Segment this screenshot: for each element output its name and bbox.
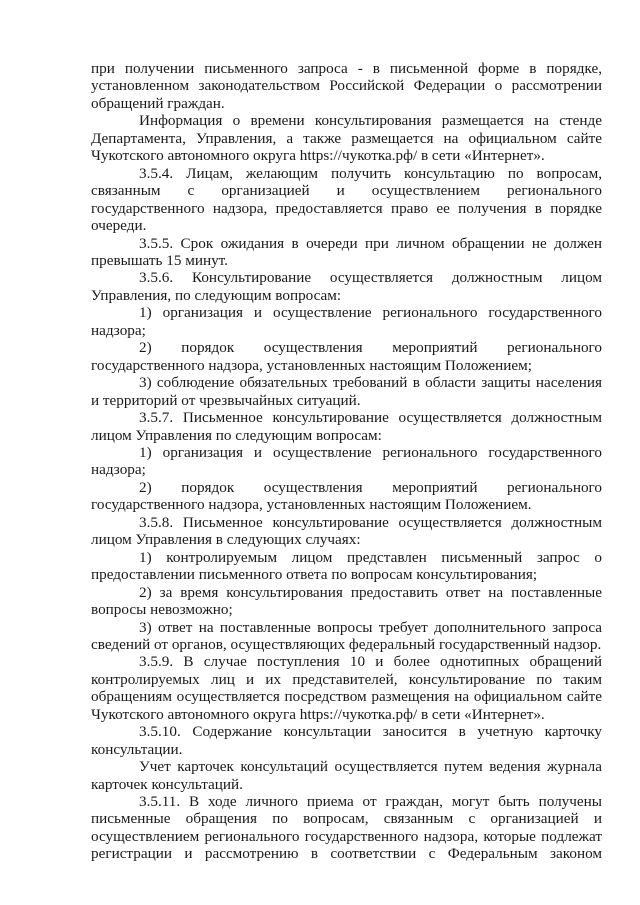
paragraph-14: 2) за время консультирования предоставить ответ на поставленные вопросы невозможно; — [91, 583, 602, 619]
paragraph-15: 3) ответ на поставленные вопросы требует дополнительного запроса сведений от органов, осуществляющих федеральный государственный надзор. — [91, 618, 602, 653]
paragraph-9: 3.5.7. Письменное консультирование осуществляется должностным лицом Управления по следующим вопросам: — [91, 409, 602, 444]
paragraph-19: 3.5.11. В ходе личного приема от граждан, могут быть получены письменные обращения по вопросам, связанным с организацией и осуществлением регионального государственного надзора, которые подлежат регистрации и рассмотрению в соответствии с Федеральным законом — [91, 793, 602, 863]
paragraph-10: 1) организация и осуществление регионального государственного надзора; — [91, 443, 602, 479]
paragraph-5: 3.5.6. Консультирование осуществляется должностным лицом Управления, по следующим вопросам: — [91, 269, 602, 304]
paragraph-3: 3.5.4. Лицам, желающим получить консультацию по вопросам, связанным с организацией и осуществлением регионального государственного надзора, предоставляется право ее получения в порядке очереди. — [91, 164, 602, 235]
paragraph-1: при получении письменного запроса - в письменной форме в порядке, установленном законодательством Российской Федерации о рассмотрении обращений граждан. — [91, 60, 602, 112]
paragraph-2: Информация о времени консультирования размещается на стенде Департамента, Управления, а также размещается на официальном сайте Чукотского автономного округа https://чукотка.рф/ в сети «Интернет». — [91, 112, 602, 165]
paragraph-18: Учет карточек консультаций осуществляется путем ведения журнала карточек консультаций. — [91, 758, 602, 793]
paragraph-13: 1) контролируемым лицом представлен письменный запрос о предоставлении письменного ответа по вопросам консультирования; — [91, 548, 602, 584]
paragraph-6: 1) организация и осуществление регионального государственного надзора; — [91, 304, 602, 339]
paragraph-4: 3.5.5. Срок ожидания в очереди при личном обращении не должен превышать 15 минут. — [91, 234, 602, 269]
paragraph-12: 3.5.8. Письменное консультирование осуществляется должностным лицом Управления в следующих случаях: — [91, 513, 602, 549]
paragraph-16: 3.5.9. В случае поступления 10 и более однотипных обращений контролируемых лиц и их представителей, консультирование по таким обращениям осуществляется посредством размещения на официальном сайте Чукотского автономного округа https://чукотка.рф/ в сети «Интернет». — [91, 653, 602, 723]
paragraph-17: 3.5.10. Содержание консультации заносится в учетную карточку консультации. — [91, 723, 602, 758]
paragraph-7: 2) порядок осуществления мероприятий регионального государственного надзора, установленных настоящим Положением; — [91, 339, 602, 374]
paragraph-8: 3) соблюдение обязательных требований в области защиты населения и территорий от чрезвычайных ситуаций. — [91, 374, 602, 409]
document-page — [91, 60, 602, 863]
paragraph-11: 2) порядок осуществления мероприятий регионального государственного надзора, установленных настоящим Положением. — [91, 478, 602, 514]
